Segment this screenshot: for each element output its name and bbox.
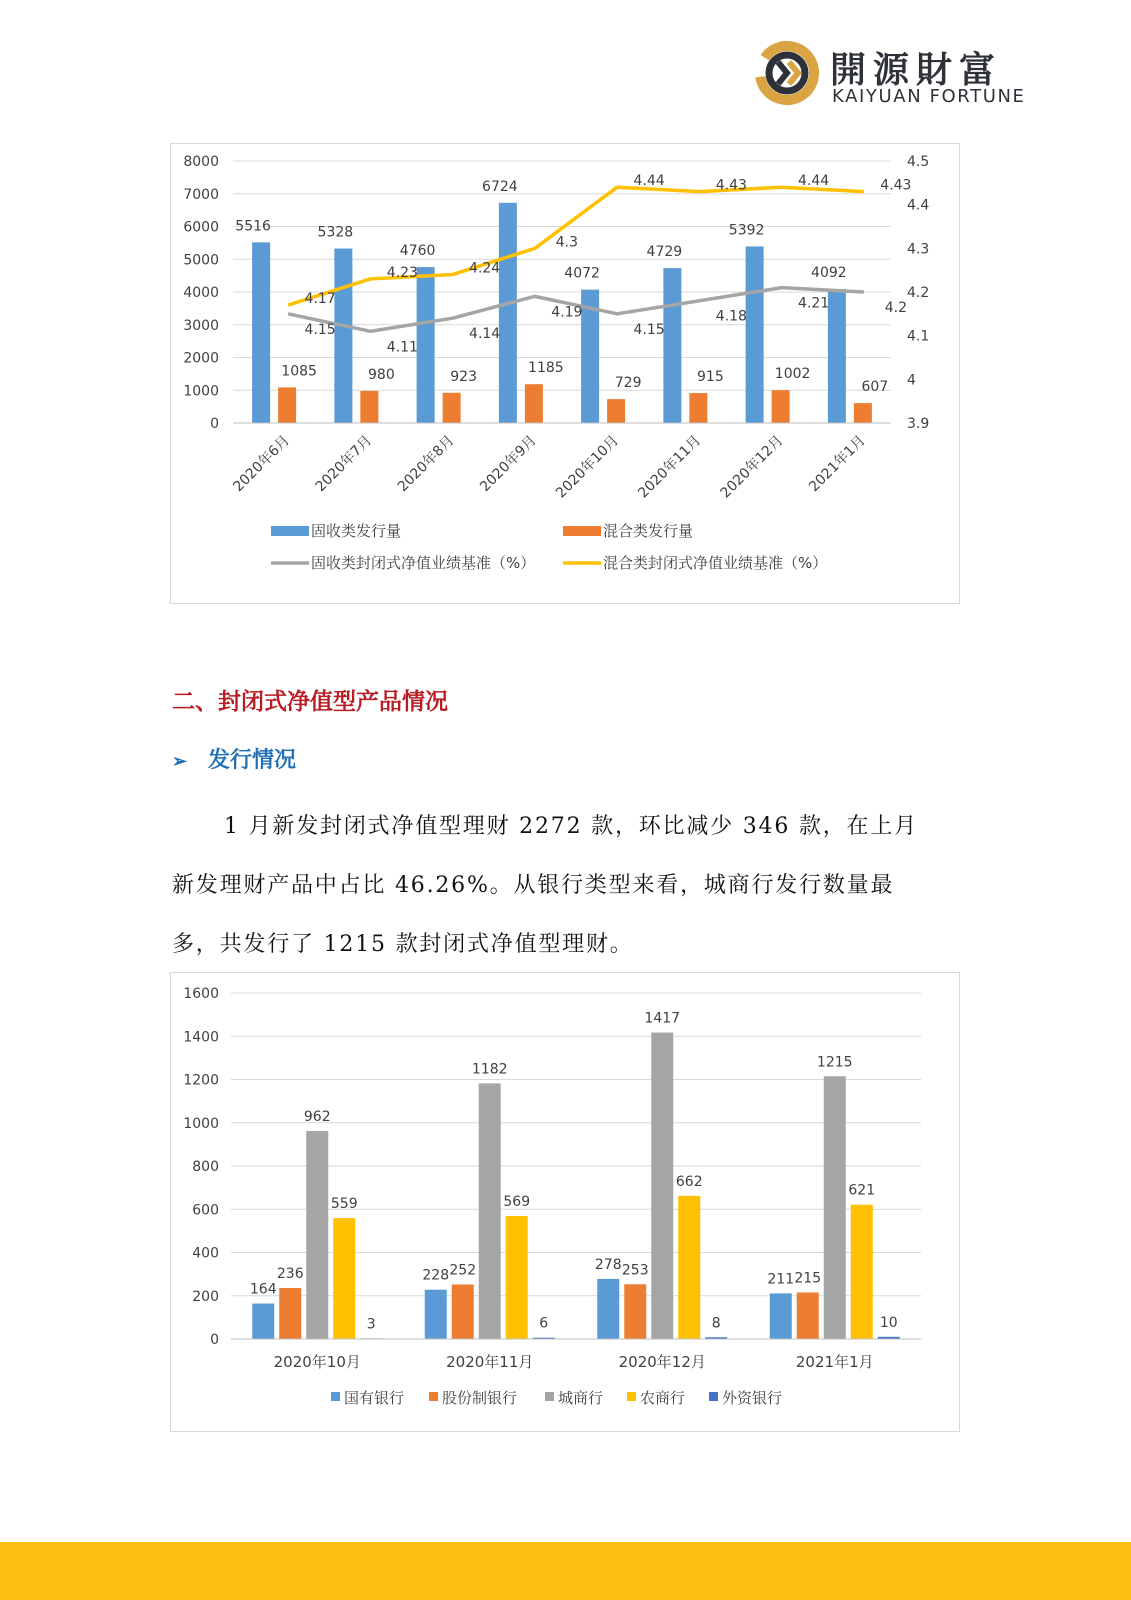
y-left-tick-label: 3000 [183,317,219,334]
line-data-label: 4.21 [798,295,830,312]
y-right-tick-label: 3.9 [907,416,930,432]
bar-data-label: 1182 [471,1061,508,1078]
bar-data-label: 1002 [774,366,811,383]
bar [252,242,270,423]
bar [651,1033,673,1339]
bar [797,1293,819,1339]
x-tick-label: 2020年12月 [618,1353,706,1371]
bar [624,1284,646,1339]
bar-data-label: 236 [276,1265,304,1282]
legend-swatch [331,1392,340,1401]
bar [597,1279,619,1339]
footer-bar [0,1542,1131,1600]
bar [525,384,543,423]
bar [772,390,790,423]
bar-data-label: 278 [594,1256,622,1273]
bar [333,1218,355,1339]
bar [851,1205,873,1339]
bar-data-label: 1085 [281,363,317,380]
paragraph-line: 多，共发行了 1215 款封闭式净值型理财。 [172,932,634,957]
bar [689,393,707,423]
bar [425,1290,447,1339]
y-left-tick-label: 6000 [183,219,219,236]
bar-data-label: 253 [621,1262,649,1279]
bar [499,203,517,423]
y-tick-label: 800 [192,1159,219,1175]
x-tick-label: 2020年12月 [717,432,787,502]
x-tick-label: 2020年8月 [394,432,458,496]
bar [278,387,296,423]
bar-data-label: 962 [303,1108,331,1125]
bar-data-label: 923 [450,368,477,385]
issuance-benchmark-chart [170,143,960,604]
bar-data-label: 10 [879,1314,898,1331]
y-left-tick-label: 5000 [183,252,219,269]
y-right-tick-label: 4.5 [907,154,930,170]
legend-swatch [429,1392,438,1401]
x-tick-label: 2020年7月 [312,432,376,496]
kaiyuan-logo-icon [754,40,820,106]
legend-label: 外资银行 [722,1389,783,1407]
section-title: 二、封闭式净值型产品情况 [172,688,448,715]
bar-data-label: 607 [861,379,889,396]
bar-data-label: 228 [422,1267,450,1284]
y-left-tick-label: 4000 [183,285,219,301]
y-left-tick-label: 1000 [183,383,219,400]
y-tick-label: 1400 [183,1029,219,1046]
sub-title-text: 发行情况 [208,747,297,773]
y-tick-label: 0 [210,1332,219,1348]
y-right-tick-label: 4.2 [907,285,930,301]
bar [824,1076,846,1339]
logo-english-text: KAIYUAN FORTUNE [832,86,1026,107]
legend-label: 固收类封闭式净值业绩基准（%） [311,554,536,572]
line-data-label: 4.17 [304,291,336,308]
bar-data-label: 8 [711,1315,721,1332]
y-left-tick-label: 2000 [183,350,219,367]
bar-data-label: 729 [614,375,642,392]
y-right-tick-label: 4.4 [907,197,930,214]
legend-label: 固收类发行量 [311,522,402,540]
bar-data-label: 621 [848,1182,876,1199]
line-data-label: 4.43 [715,177,747,194]
legend-label: 混合类封闭式净值业绩基准（%） [603,554,828,572]
line-data-label: 4.23 [386,264,418,281]
bar-data-label: 6724 [482,178,518,195]
legend-label: 混合类发行量 [603,522,694,540]
bar-data-label: 4072 [564,265,600,282]
logo-chinese-text: 開源財富 [830,49,1003,91]
line-data-label: 4.44 [798,173,830,190]
y-left-tick-label: 7000 [183,186,219,203]
bar [663,268,681,423]
legend-swatch [709,1392,718,1401]
bar [279,1288,301,1339]
x-tick-label: 2021年1月 [806,432,869,496]
bar-data-label: 3 [366,1316,376,1333]
legend-swatch [563,526,601,536]
bar [479,1083,501,1339]
bar [417,267,435,423]
bar-data-label: 5516 [235,218,271,235]
line-data-label: 4.11 [386,339,418,356]
bar [334,249,352,423]
bar [443,393,461,423]
line-data-label: 4.18 [715,308,747,325]
bar [452,1285,474,1339]
legend-swatch [545,1392,554,1401]
bar [770,1293,792,1339]
y-right-tick-label: 4.1 [907,328,930,345]
legend-label: 农商行 [640,1389,686,1407]
bar-data-label: 4729 [646,244,683,261]
line-data-label: 4.3 [555,234,579,251]
legend-label: 股份制银行 [442,1389,518,1407]
bar-data-label: 4092 [811,264,847,281]
company-logo [754,40,1054,110]
bar-data-label: 569 [503,1193,531,1210]
x-tick-label: 2020年10月 [553,432,622,502]
x-tick-label: 2020年9月 [477,432,540,496]
bar [607,399,625,423]
bar [678,1196,700,1339]
x-tick-label: 2020年11月 [635,432,705,502]
bar [252,1304,274,1339]
bar-data-label: 164 [249,1281,277,1298]
chart2-svg [171,973,961,1433]
x-tick-label: 2020年6月 [230,432,293,496]
line-data-label: 4.14 [469,326,501,343]
y-tick-label: 400 [192,1245,219,1262]
y-tick-label: 1200 [183,1072,219,1089]
bank-type-issuance-chart [170,972,960,1432]
y-tick-label: 600 [192,1202,219,1219]
bar-data-label: 215 [794,1270,822,1287]
body-paragraph [172,797,962,974]
bar-data-label: 4760 [399,243,436,260]
paragraph-line: 1 月新发封闭式净值型理财 2272 款，环比减少 346 款，在上月 [224,814,918,839]
bar-data-label: 252 [449,1262,477,1279]
line-data-label: 4.24 [469,260,501,277]
bar [828,289,846,423]
legend-label: 城商行 [558,1389,604,1407]
x-tick-label: 2020年10月 [273,1353,361,1371]
bar-data-label: 1185 [528,360,564,377]
x-tick-label: 2020年11月 [446,1353,534,1371]
bar [746,246,764,423]
y-left-tick-label: 0 [210,416,219,432]
arrow-right-icon: ➢ [172,751,188,772]
bar [506,1216,528,1339]
bar-data-label: 559 [330,1196,358,1213]
y-tick-label: 1000 [183,1115,219,1132]
bar-data-label: 5392 [728,222,765,239]
chart1-svg [171,144,961,605]
bar-data-label: 6 [539,1315,549,1332]
y-tick-label: 1600 [183,986,219,1002]
bar-data-label: 980 [368,366,395,383]
y-tick-label: 200 [192,1288,219,1305]
line-data-label: 4.43 [880,177,912,194]
bar [360,391,378,423]
line-data-label: 4.2 [884,300,908,316]
bar [306,1131,328,1339]
line-data-label: 4.15 [304,321,336,338]
bar [854,403,872,423]
y-right-tick-label: 4 [907,372,916,389]
line-data-label: 4.15 [633,321,665,338]
x-tick-label: 2021年1月 [795,1353,874,1371]
paragraph-line: 新发理财产品中占比 46.26%。从银行类型来看，城商行发行数量最 [172,873,895,898]
bar-data-label: 1417 [644,1010,681,1027]
y-left-tick-label: 8000 [183,154,219,170]
legend-label: 国有银行 [344,1389,405,1407]
legend-swatch [271,526,309,536]
bar-data-label: 5328 [317,224,354,241]
sub-title [172,743,296,774]
bar-data-label: 662 [675,1173,703,1190]
y-right-tick-label: 4.3 [907,241,930,258]
line-data-label: 4.44 [633,173,665,190]
legend-swatch [627,1392,636,1401]
bar-data-label: 1215 [816,1054,853,1071]
bar-data-label: 915 [697,369,724,386]
bar-data-label: 211 [767,1271,795,1288]
line-data-label: 4.19 [551,304,583,321]
